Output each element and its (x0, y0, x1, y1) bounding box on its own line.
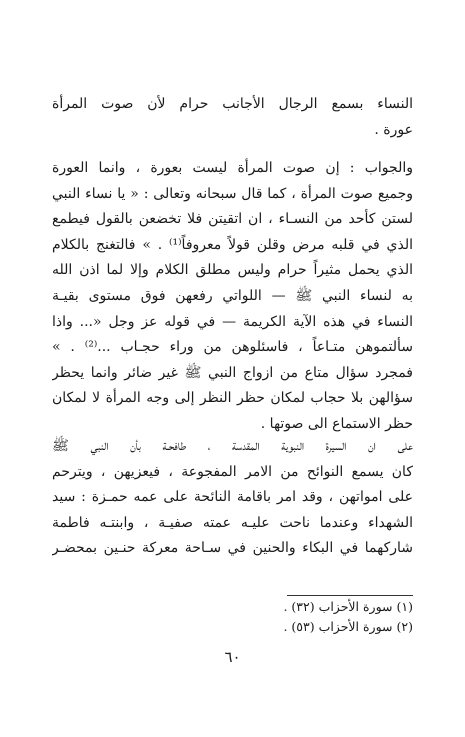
paragraph-3 (52, 434, 413, 562)
text-line: شاركهما في البكاء والحنين في سـاحة معركة حنـين بمحضـر (52, 540, 413, 557)
text-line: الذي في قلبه مرض وقلن قولاً معروفاً⁽¹⁾ . » فالتغنج بالكلام (52, 236, 413, 253)
paragraph-2 (52, 156, 413, 438)
text-line: فمجرد سؤال متاع من ازواج النبي ﷺ غير ضائر وانما يحظر (52, 364, 413, 381)
text-line: عورة . (374, 121, 413, 138)
footnote-divider (287, 595, 413, 596)
footnotes (52, 597, 413, 637)
text-line: سؤالهن بلا حجاب لمكان حظر النظر إلى وجه المرأة لا لمكان (52, 390, 413, 407)
text-line: حظر الاستماع الى صوتها . (260, 415, 413, 432)
text-line: لستن كأحد من النسـاء ، ان اتقيتن فلا تخضعن بالقول فيطمع (52, 211, 413, 228)
text-line: على ان السيرة النبوية المقدسة ، طافحـة بأن النبي ﷺ (52, 438, 413, 454)
text-line: كان يسمع النوائح من الامر المفجوعة ، فيعزيهن ، ويترحم (52, 463, 413, 480)
text-line: الشهداء وعندما ناحت عليـه عمته صفيـة ، وابنتـه فاطمة (52, 514, 413, 531)
text-line: الذي يحمل مثيراً حرام وليس مطلق الكلام وإلا لما اذن الله (52, 262, 413, 279)
footnote-2: (٢) سورة الأحزاب (٥٣) . (283, 619, 413, 634)
text-line: سألتموهن متـاعاً ، فاسئلوهن من وراء حجـاب ...⁽²⁾ . » (52, 339, 413, 356)
text-line: به لنساء النبي ﷺ — اللواتي رفعهن فوق مستوى بقيـة (52, 287, 413, 304)
text-line: النساء بسمع الرجال الأجانب حرام لأن صوت المرأة (52, 96, 413, 112)
text-line: والجواب : إن صوت المرأة ليست بعورة ، وانما العورة (52, 160, 413, 176)
text-line: وجميع صوت المرأة ، كما قال سبحانه وتعالى : « يا نساء النبي (52, 185, 413, 202)
page-number: ٦٠ (224, 648, 241, 666)
footnote-1: (١) سورة الأحزاب (٣٢) . (283, 599, 413, 614)
text-line: النساء في هذه الآية الكريمة — في قوله عز وجل «... واذا (52, 313, 413, 330)
paragraph-1 (52, 92, 413, 143)
text-line: على امواتهن ، وقد امر باقامة النائحة على عمه حمـزة : سيد (52, 489, 413, 506)
